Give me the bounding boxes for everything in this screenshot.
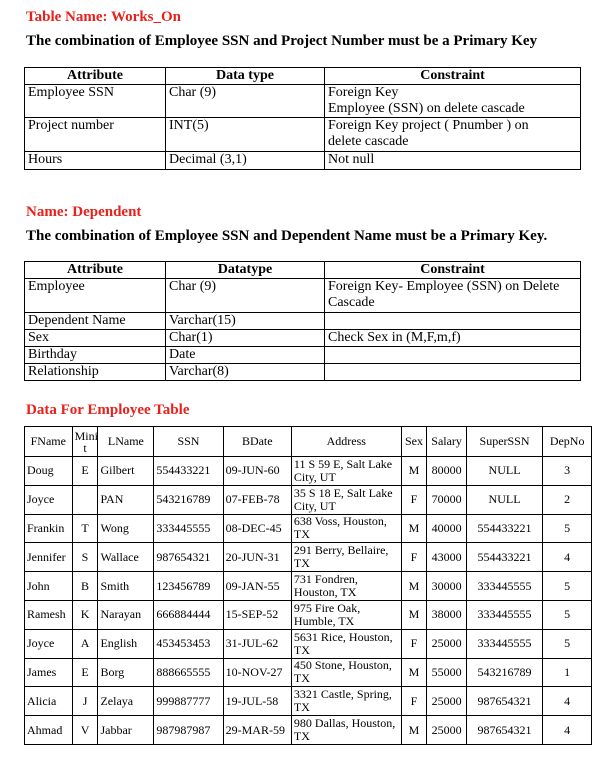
table-cell: 5631 Rice, Houston, TX	[291, 629, 401, 658]
table-cell: Joyce	[25, 629, 73, 658]
table-cell: 987654321	[466, 716, 543, 745]
table-cell: F	[401, 687, 427, 716]
table-cell: 31-JUL-62	[223, 629, 291, 658]
table-cell: Joyce	[25, 485, 73, 514]
employee-data-title: Data For Employee Table	[26, 402, 190, 418]
table-cell: B	[72, 572, 98, 601]
table-cell: 3	[543, 457, 592, 486]
table-cell: 731 Fondren, Houston, TX	[291, 572, 401, 601]
constraint-cell	[325, 85, 581, 118]
column-header: SuperSSN	[466, 427, 543, 457]
table-cell: Jabbar	[98, 716, 154, 745]
table-row	[25, 543, 592, 572]
table-cell: 980 Dallas, Houston, TX	[291, 716, 401, 745]
constraint-line: Check Sex in (M,F,m,f)	[328, 330, 461, 345]
table-cell: 888665555	[154, 658, 223, 687]
table-cell: E	[72, 457, 98, 486]
table-row	[25, 118, 581, 152]
table-cell: Zelaya	[98, 687, 154, 716]
table-row	[25, 313, 581, 330]
table-row	[25, 347, 581, 364]
table-row	[25, 279, 581, 313]
table-cell: 5	[543, 629, 592, 658]
type-cell: Char (9)	[166, 85, 325, 118]
column-header: BDate	[223, 427, 291, 457]
table-row	[25, 85, 581, 118]
table-cell: NULL	[466, 485, 543, 514]
table-cell: Doug	[25, 457, 73, 486]
table-cell: 25000	[427, 687, 466, 716]
table-cell: 11 S 59 E, Salt Lake City, UT	[291, 457, 401, 486]
table-cell: James	[25, 658, 73, 687]
table-cell: S	[72, 543, 98, 572]
header-constraint: Constraint	[325, 68, 581, 85]
table-cell: 987654321	[466, 687, 543, 716]
table-cell: 09-JUN-60	[223, 457, 291, 486]
table-cell: Ahmad	[25, 716, 73, 745]
table-cell: K	[72, 600, 98, 629]
column-header: DepNo	[543, 427, 592, 457]
attribute-cell: Hours	[25, 152, 166, 170]
table-cell: J	[72, 687, 98, 716]
table-cell: Wallace	[98, 543, 154, 572]
table-cell: 43000	[427, 543, 466, 572]
table-cell: M	[401, 457, 427, 486]
column-header: LName	[98, 427, 154, 457]
table-cell: 543216789	[466, 658, 543, 687]
table-cell: 123456789	[154, 572, 223, 601]
table-cell: 554433221	[466, 514, 543, 543]
table-cell: 38000	[427, 600, 466, 629]
table-cell: John	[25, 572, 73, 601]
type-cell: Char(1)	[166, 330, 325, 347]
header-datatype: Datatype	[166, 262, 325, 279]
constraint-line: delete cascade	[328, 134, 409, 149]
table-cell: Alicia	[25, 687, 73, 716]
table-cell: M	[401, 514, 427, 543]
constraint-cell	[325, 347, 581, 364]
table-cell: T	[72, 514, 98, 543]
table-cell: 975 Fire Oak, Humble, TX	[291, 600, 401, 629]
attribute-cell: Dependent Name	[25, 313, 166, 330]
table-cell: A	[72, 629, 98, 658]
table-cell: Narayan	[98, 600, 154, 629]
table-cell: 666884444	[154, 600, 223, 629]
table-cell: 80000	[427, 457, 466, 486]
header-data-type: Data type	[166, 68, 325, 85]
table-cell	[72, 485, 98, 514]
type-cell: Varchar(8)	[166, 364, 325, 381]
dependent-title: Name: Dependent	[26, 204, 142, 220]
table-row	[25, 658, 592, 687]
table-row	[25, 364, 581, 381]
table-cell: 08-DEC-45	[223, 514, 291, 543]
table-cell: 2	[543, 485, 592, 514]
table-cell: PAN	[98, 485, 154, 514]
table-cell: 55000	[427, 658, 466, 687]
dependent-pk-note: The combination of Employee SSN and Dependent Name must be a Primary Key.	[26, 228, 548, 244]
table-cell: NULL	[466, 457, 543, 486]
table-cell: 453453453	[154, 629, 223, 658]
table-cell: 29-MAR-59	[223, 716, 291, 745]
table-cell: Ramesh	[25, 600, 73, 629]
column-header: Sex	[401, 427, 427, 457]
constraint-cell	[325, 364, 581, 381]
attribute-cell: Employee	[25, 279, 166, 313]
table-cell: M	[401, 572, 427, 601]
constraint-line: Foreign Key project ( Pnumber ) on	[328, 118, 529, 133]
works-on-table	[24, 67, 581, 170]
table-cell: 4	[543, 543, 592, 572]
table-cell: 987654321	[154, 543, 223, 572]
table-cell: F	[401, 543, 427, 572]
attribute-cell: Birthday	[25, 347, 166, 364]
type-cell: Date	[166, 347, 325, 364]
table-cell: Gilbert	[98, 457, 154, 486]
table-cell: 333445555	[466, 629, 543, 658]
table-cell: 25000	[427, 716, 466, 745]
table-cell: 333445555	[154, 514, 223, 543]
table-row	[25, 687, 592, 716]
table-cell: 5	[543, 514, 592, 543]
table-cell: English	[98, 629, 154, 658]
table-cell: 554433221	[466, 543, 543, 572]
table-cell: 987987987	[154, 716, 223, 745]
table-cell: Borg	[98, 658, 154, 687]
dependent-table	[24, 261, 581, 381]
constraint-cell	[325, 313, 581, 330]
type-cell: INT(5)	[166, 118, 325, 152]
type-cell: Decimal (3,1)	[166, 152, 325, 170]
table-cell: V	[72, 716, 98, 745]
table-cell: Frankin	[25, 514, 73, 543]
table-cell: 4	[543, 687, 592, 716]
constraint-cell	[325, 152, 581, 170]
attribute-cell: Project number	[25, 118, 166, 152]
table-row	[25, 152, 581, 170]
table-cell: 450 Stone, Houston, TX	[291, 658, 401, 687]
header-attribute: Attribute	[25, 68, 166, 85]
table-cell: 291 Berry, Bellaire, TX	[291, 543, 401, 572]
column-header: Mini t	[72, 427, 98, 457]
constraint-cell	[325, 279, 581, 313]
table-row	[25, 629, 592, 658]
table-cell: 4	[543, 716, 592, 745]
table-row	[25, 572, 592, 601]
constraint-line: Foreign Key	[328, 85, 399, 100]
header-constraint: Constraint	[325, 262, 581, 279]
table-cell: M	[401, 716, 427, 745]
table-cell: Jennifer	[25, 543, 73, 572]
table-cell: E	[72, 658, 98, 687]
constraint-cell	[325, 118, 581, 152]
table-cell: 15-SEP-52	[223, 600, 291, 629]
table-row	[25, 457, 592, 486]
column-header: SSN	[154, 427, 223, 457]
table-cell: 999887777	[154, 687, 223, 716]
table-cell: F	[401, 485, 427, 514]
constraint-cell	[325, 330, 581, 347]
table-cell: 35 S 18 E, Salt Lake City, UT	[291, 485, 401, 514]
constraint-line: Not null	[328, 152, 375, 167]
table-cell: 3321 Castle, Spring, TX	[291, 687, 401, 716]
table-row	[25, 600, 592, 629]
table-row	[25, 485, 592, 514]
attribute-cell: Sex	[25, 330, 166, 347]
table-cell: M	[401, 600, 427, 629]
column-header: FName	[25, 427, 73, 457]
column-header: Address	[291, 427, 401, 457]
table-row	[25, 514, 592, 543]
table-cell: 5	[543, 600, 592, 629]
constraint-line: Employee (SSN) on delete cascade	[328, 101, 525, 116]
table-cell: 10-NOV-27	[223, 658, 291, 687]
table-cell: 40000	[427, 514, 466, 543]
table-cell: 638 Voss, Houston, TX	[291, 514, 401, 543]
type-cell: Varchar(15)	[166, 313, 325, 330]
table-row	[25, 716, 592, 745]
table-cell: 333445555	[466, 572, 543, 601]
table-cell: 30000	[427, 572, 466, 601]
table-cell: 5	[543, 572, 592, 601]
table-cell: Smith	[98, 572, 154, 601]
type-cell: Char (9)	[166, 279, 325, 313]
works-on-title: Table Name: Works_On	[26, 9, 182, 25]
header-attribute: Attribute	[25, 262, 166, 279]
table-cell: 25000	[427, 629, 466, 658]
table-cell: 09-JAN-55	[223, 572, 291, 601]
table-cell: 1	[543, 658, 592, 687]
table-cell: 20-JUN-31	[223, 543, 291, 572]
works-on-pk-note: The combination of Employee SSN and Project Number must be a Primary Key	[26, 33, 538, 49]
table-cell: 333445555	[466, 600, 543, 629]
table-cell: 07-FEB-78	[223, 485, 291, 514]
table-cell: 70000	[427, 485, 466, 514]
table-cell: Wong	[98, 514, 154, 543]
attribute-cell: Relationship	[25, 364, 166, 381]
table-cell: M	[401, 658, 427, 687]
attribute-cell: Employee SSN	[25, 85, 166, 118]
table-row	[25, 330, 581, 347]
table-cell: 543216789	[154, 485, 223, 514]
column-header: Salary	[427, 427, 466, 457]
table-cell: F	[401, 629, 427, 658]
employee-data-table	[24, 426, 592, 745]
constraint-line: Cascade	[328, 295, 375, 310]
table-cell: 19-JUL-58	[223, 687, 291, 716]
constraint-line: Foreign Key- Employee (SSN) on Delete	[328, 279, 560, 294]
table-cell: 554433221	[154, 457, 223, 486]
